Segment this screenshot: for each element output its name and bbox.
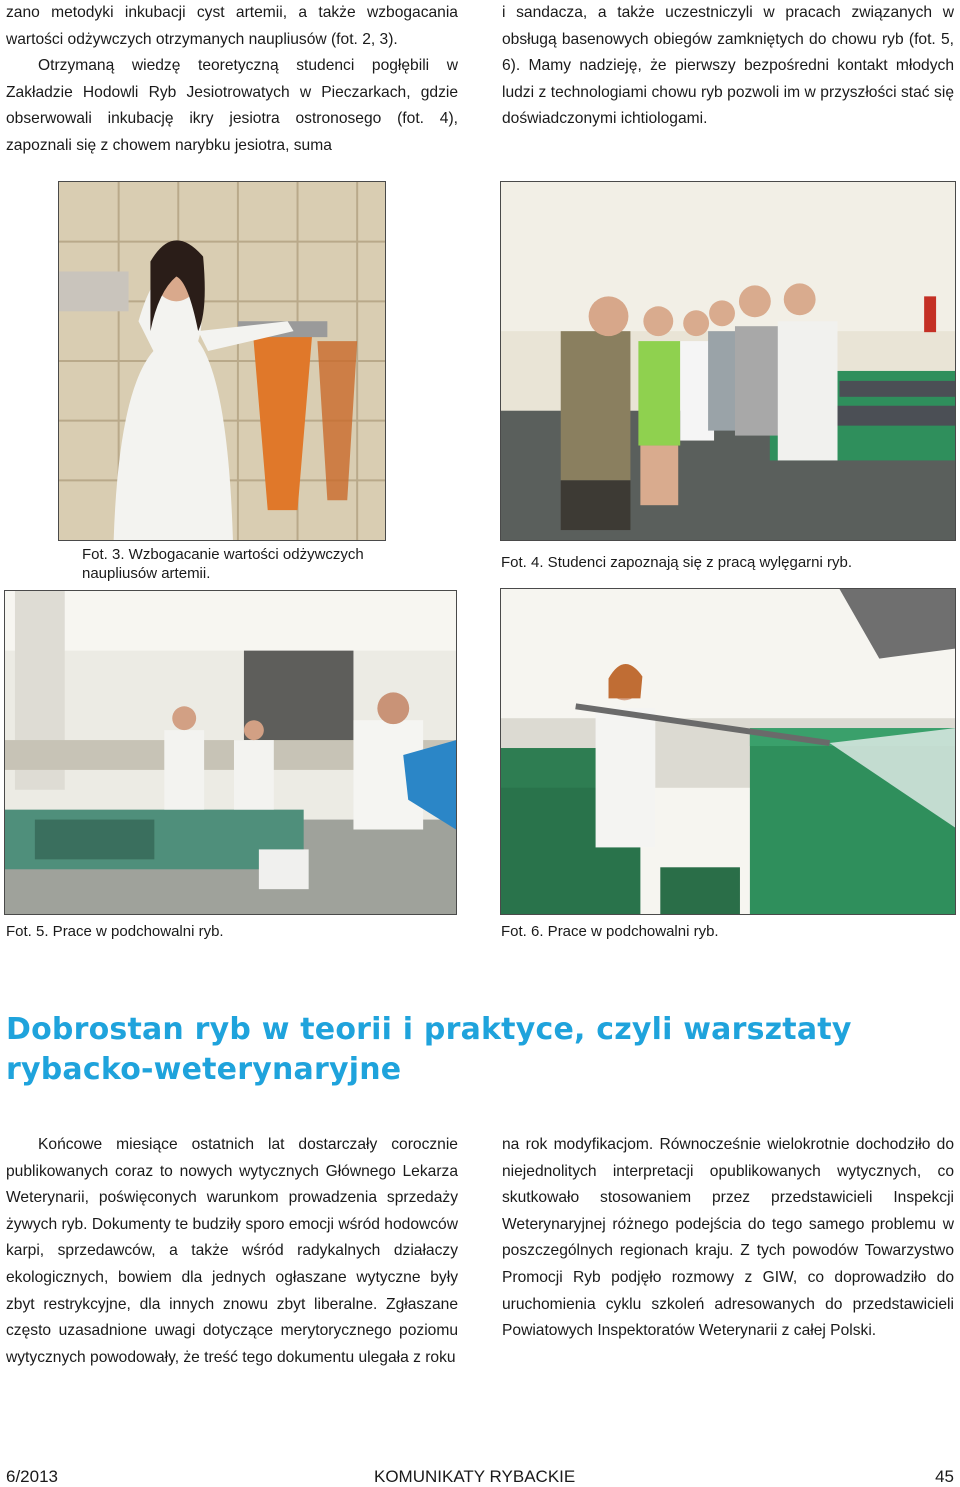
bottom-left-column <box>6 1132 458 1371</box>
top-left-column <box>6 0 458 160</box>
paragraph: i sandacza, a także uczestniczyli w pracach związanych w obsługą basenowych obiegów zamkniętych do chowu ryb (fot. 5, 6). Mamy nadzieję, że pierwszy bezpośredni kontakt młodych ludzi z technologiami chowu ryb pozwoli im w przyszłości stać się doświadczonymi ichtiologami. <box>502 4 954 128</box>
footer-page-number: 45 <box>935 1467 954 1486</box>
paragraph: na rok modyfikacjom. Równocześnie wielokrotnie dochodziło do niejednolitych interpretacji opublikowanych wytycznych, co skutkowało stosowaniem przez przedstawicieli Inspekcji Weterynaryjnej różnego podejścia do tego samego problemu w poszczególnych regionach kraju. Z tych powodów Towarzystwo Promocji Ryb podjęło rozmowy z GIW, co doprowadziło do uruchomienia cyklu szkoleń adresowanych do przedstawicieli Powiatowych Inspektoratów Weterynarii z całej Polski. <box>502 1136 954 1340</box>
caption-fot4: Fot. 4. Studenci zapoznają się z pracą wylęgarni ryb. <box>501 554 853 571</box>
photo-fot4 <box>500 181 956 541</box>
photo-fot5 <box>4 590 457 915</box>
paragraph: Końcowe miesiące ostatnich lat dostarczały corocznie publikowanych coraz to nowych wytycznych Głównego Lekarza Weterynarii, poświęconych warunkom prowadzenia sprzedaży żywych ryb. Dokumenty te budziły sporo emocji wśród hodowców karpi, sprzedawców, a także wśród radykalnych działaczy ekologicznych, bowiem dla jednych ogłaszane wytyczne były zbyt restrykcyjne, dla innych znowu zbyt liberalne. Zgłaszane często uzasadnione uwagi dotyczące merytorycznego poziomu wytycznych powodowały, że treść tego dokumentu ulegała z roku <box>6 1136 458 1366</box>
caption-fot6: Fot. 6. Prace w podchowalni ryb. <box>501 923 719 940</box>
photo-fot6 <box>500 588 956 915</box>
caption-fot5: Fot. 5. Prace w podchowalni ryb. <box>6 923 224 940</box>
paragraph: Otrzymaną wiedzę teoretyczną studenci pogłębili w Zakładzie Hodowli Ryb Jesiotrowatych w Pieczarkach, gdzie obserwowali inkubację ikry jesiotra ostronosego (fot. 4), zapoznali się z chowem narybku jesiotra, suma <box>6 57 458 154</box>
paragraph: zano metodyki inkubacji cyst artemii, a także wzbogacania wartości odżywczych otrzymanych naupliusów (fot. 2, 3). <box>6 4 458 48</box>
top-right-column <box>502 0 954 133</box>
footer-issue: 6/2013 <box>6 1467 58 1486</box>
footer-journal: KOMUNIKATY RYBACKIE <box>374 1467 576 1486</box>
photo-fot3 <box>58 181 386 541</box>
section-title: Dobrostan ryb w teorii i praktyce, czyli warsztaty rybacko-weterynaryjne <box>6 1012 852 1087</box>
caption-fot3: Fot. 3. Wzbogacanie wartości odżywczych naupliusów artemii. <box>82 546 364 582</box>
bottom-right-column <box>502 1132 954 1345</box>
